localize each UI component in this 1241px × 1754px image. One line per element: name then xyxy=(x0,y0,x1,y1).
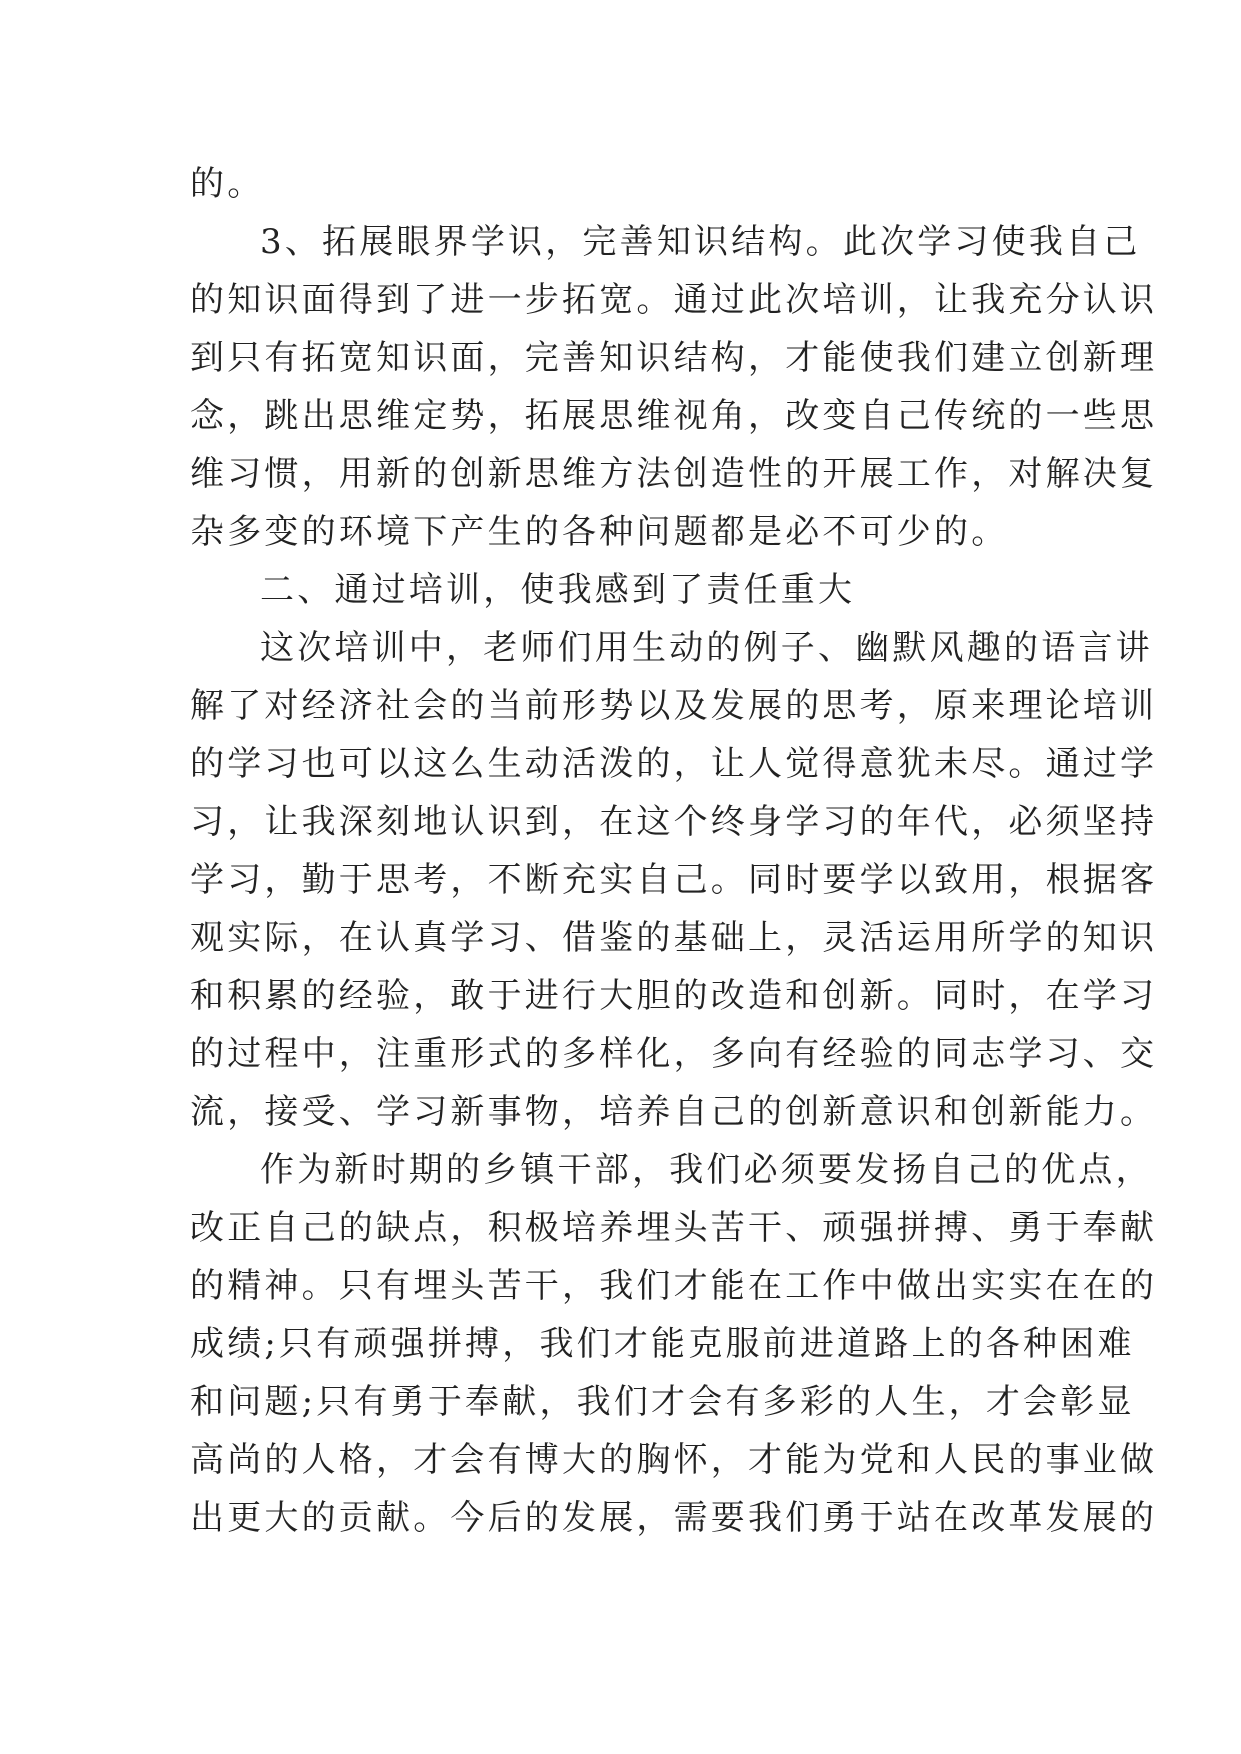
text-line: 这次培训中，老师们用生动的例子、幽默风趣的语言讲 xyxy=(260,628,1153,668)
text-line: 的。 xyxy=(190,164,265,204)
text-line: 流，接受、学习新事物，培养自己的创新意识和创新能力。 xyxy=(190,1092,1158,1132)
text-line: 的精神。只有埋头苦干，我们才能在工作中做出实实在在的 xyxy=(190,1266,1158,1306)
text-line: 到只有拓宽知识面，完善知识结构，才能使我们建立创新理 xyxy=(190,338,1158,378)
text-line: 成绩;只有顽强拼搏，我们才能克服前进道路上的各种困难 xyxy=(190,1324,1135,1364)
text-line: 观实际，在认真学习、借鉴的基础上，灵活运用所学的知识 xyxy=(190,918,1158,958)
text-line: 出更大的贡献。今后的发展，需要我们勇于站在改革发展的 xyxy=(190,1498,1158,1538)
section-heading: 二、通过培训，使我感到了责任重大 xyxy=(260,570,856,610)
text-line: 念，跳出思维定势，拓展思维视角，改变自己传统的一些思 xyxy=(190,396,1158,436)
text-line: 解了对经济社会的当前形势以及发展的思考，原来理论培训 xyxy=(190,686,1158,726)
text-line: 改正自己的缺点，积极培养埋头苦干、顽强拼搏、勇于奉献 xyxy=(190,1208,1158,1248)
text-line: 3、拓展眼界学识，完善知识结构。此次学习使我自己 xyxy=(260,222,1141,262)
text-line: 习，让我深刻地认识到，在这个终身学习的年代，必须坚持 xyxy=(190,802,1158,842)
body-text xyxy=(190,155,1158,1547)
text-line: 作为新时期的乡镇干部，我们必须要发扬自己的优点， xyxy=(260,1150,1153,1190)
text-line: 和问题;只有勇于奉献，我们才会有多彩的人生，才会彰显 xyxy=(190,1382,1135,1422)
text-line: 的过程中，注重形式的多样化，多向有经验的同志学习、交 xyxy=(190,1034,1158,1074)
text-line: 学习，勤于思考，不断充实自己。同时要学以致用，根据客 xyxy=(190,860,1158,900)
text-line: 和积累的经验，敢于进行大胆的改造和创新。同时，在学习 xyxy=(190,976,1158,1016)
text-line: 的学习也可以这么生动活泼的，让人觉得意犹未尽。通过学 xyxy=(190,744,1158,784)
text-line: 高尚的人格，才会有博大的胸怀，才能为党和人民的事业做 xyxy=(190,1440,1158,1480)
text-line: 的知识面得到了进一步拓宽。通过此次培训，让我充分认识 xyxy=(190,280,1158,320)
text-line: 杂多变的环境下产生的各种问题都是必不可少的。 xyxy=(190,512,1009,552)
text-line: 维习惯，用新的创新思维方法创造性的开展工作，对解决复 xyxy=(190,454,1158,494)
